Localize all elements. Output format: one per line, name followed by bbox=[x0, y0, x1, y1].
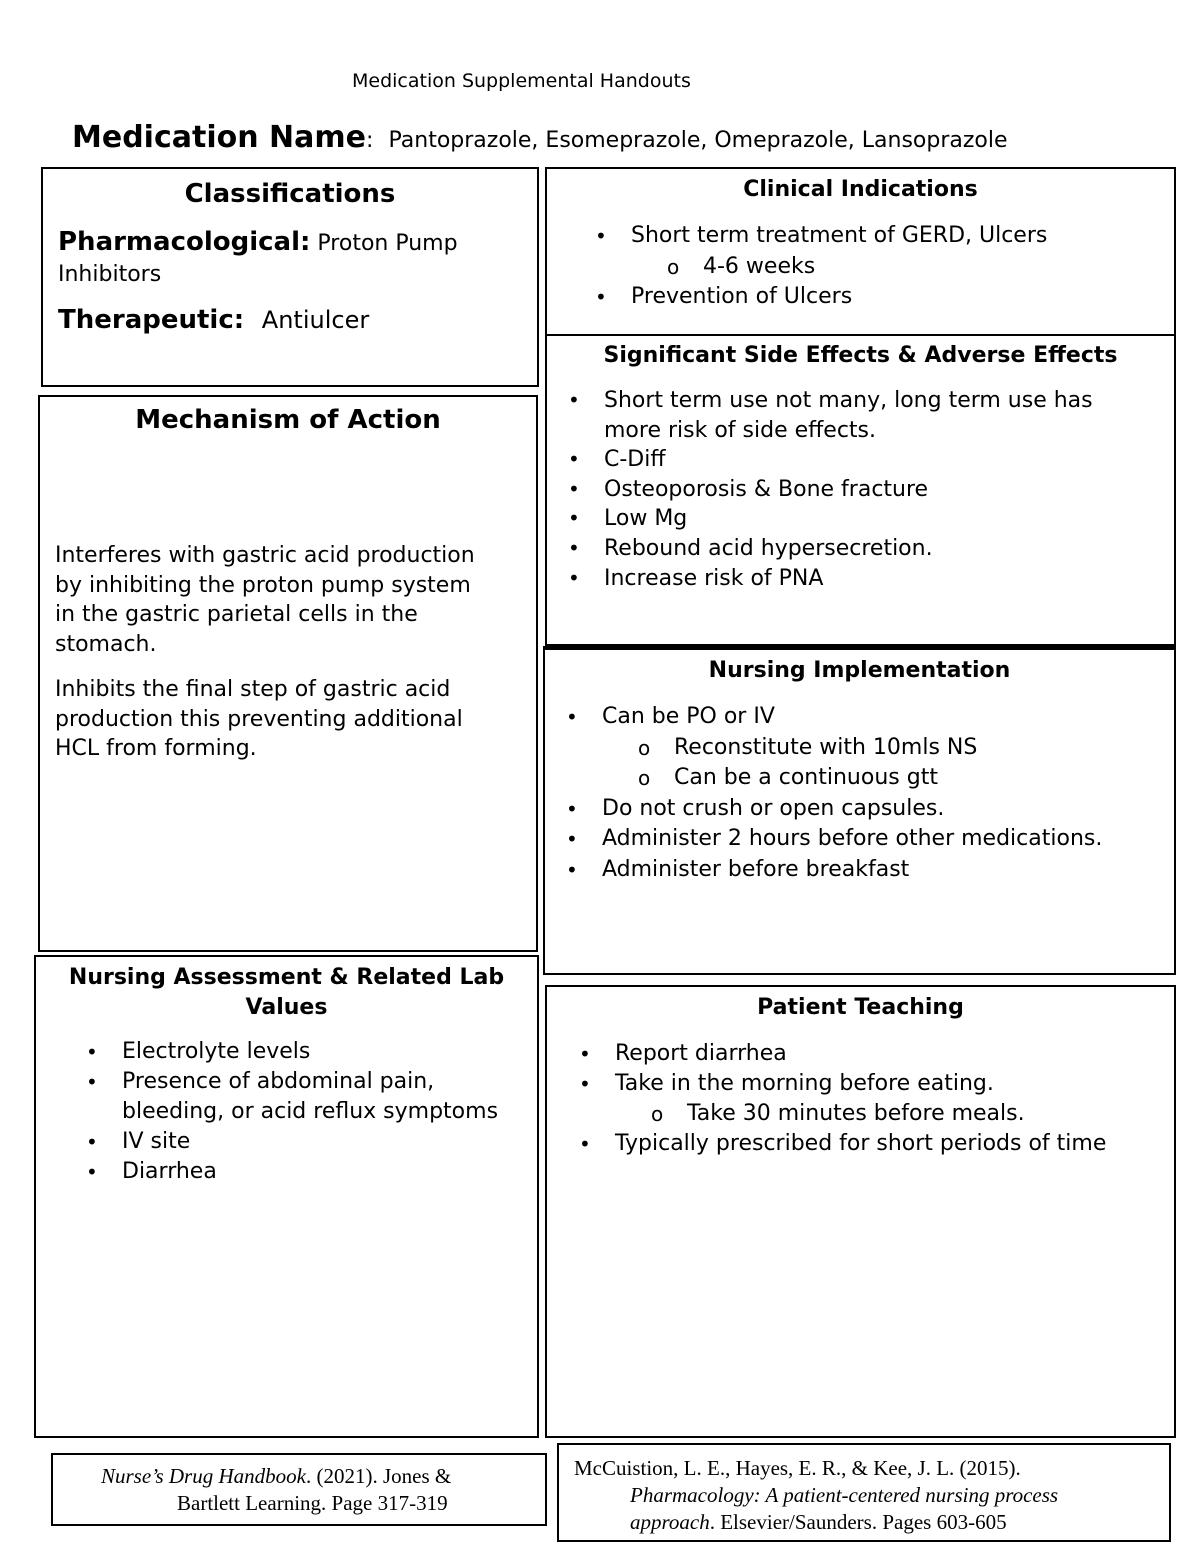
classifications-box bbox=[41, 167, 539, 387]
mechanism-text-line: by inhibiting the proton pump system bbox=[55, 572, 471, 598]
teaching-list bbox=[579, 1039, 1106, 1159]
reference-2-line bbox=[574, 1482, 1058, 1509]
reference-box-1 bbox=[51, 1453, 547, 1526]
mechanism-text-line: production this preventing additional bbox=[55, 706, 463, 732]
implementation-list bbox=[566, 702, 1102, 885]
list-item: • Do not crush or open capsules. bbox=[566, 794, 1102, 825]
assessment-title bbox=[36, 963, 537, 1023]
list-item: • Typically prescribed for short periods of time bbox=[579, 1129, 1106, 1159]
list-item: • Administer before breakfast bbox=[566, 855, 1102, 886]
assessment-list bbox=[86, 1037, 498, 1187]
indications-box bbox=[545, 167, 1176, 336]
medication-name-label: Medication Name bbox=[72, 120, 366, 155]
list-item: • Administer 2 hours before other medications. bbox=[566, 824, 1102, 855]
list-item: • Osteoporosis & Bone fracture bbox=[568, 475, 1093, 505]
medication-name-line bbox=[72, 120, 1008, 155]
assessment-box bbox=[34, 955, 539, 1438]
reference-2-line bbox=[574, 1509, 1058, 1536]
list-item: • Electrolyte levels bbox=[86, 1037, 498, 1067]
classifications-title: Classifications bbox=[184, 179, 396, 209]
mechanism-text-line: stomach. bbox=[55, 631, 157, 657]
list-item-continuation: bleeding, or acid reflux symptoms bbox=[122, 1099, 499, 1124]
side-effects-list bbox=[568, 386, 1093, 593]
list-item: • C-Diff bbox=[568, 445, 1093, 475]
reference-1-title: Nurse’s Drug Handbook bbox=[101, 1464, 306, 1488]
therapeutic-line bbox=[58, 305, 369, 335]
list-item: • Prevention of Ulcers bbox=[595, 282, 1047, 313]
reference-1-line: Bartlett Learning. Page 317-319 bbox=[177, 1491, 448, 1515]
list-item: • Presence of abdominal pain, bbox=[86, 1067, 498, 1097]
medication-names: Pantoprazole, Esomeprazole, Omeprazole, Lansoprazole bbox=[388, 128, 1008, 153]
mechanism-paragraph-2 bbox=[55, 675, 463, 764]
mechanism-text-line: in the gastric parietal cells in the bbox=[55, 602, 418, 628]
side-effects-box bbox=[545, 334, 1176, 646]
list-sub-item: o 4-6 weeks bbox=[595, 252, 1047, 283]
list-sub-item: o Can be a continuous gtt bbox=[566, 763, 1102, 794]
list-item-continuation: more risk of side effects. bbox=[604, 417, 877, 443]
reference-2-rest: . Elsevier/Saunders. Pages 603-605 bbox=[709, 1510, 1007, 1534]
indications-list bbox=[595, 221, 1047, 313]
teaching-title: Patient Teaching bbox=[757, 995, 964, 1020]
list-item: • Take in the morning before eating. bbox=[579, 1069, 1106, 1099]
list-item: • IV site bbox=[86, 1127, 498, 1157]
reference-box-2 bbox=[557, 1443, 1171, 1542]
reference-2 bbox=[574, 1455, 1058, 1536]
list-item: • Increase risk of PNA bbox=[568, 564, 1093, 594]
mechanism-text-line: Interferes with gastric acid production bbox=[55, 543, 475, 568]
mechanism-box bbox=[38, 395, 538, 952]
pharmacological-line bbox=[58, 227, 458, 290]
assessment-title-line: Nursing Assessment & Related Lab bbox=[68, 965, 505, 990]
document-title: Medication Supplemental Handouts bbox=[352, 70, 691, 92]
list-item: • Can be PO or IV bbox=[566, 702, 1102, 733]
indications-title: Clinical Indications bbox=[743, 177, 978, 202]
implementation-box bbox=[543, 646, 1176, 975]
list-item: • Diarrhea bbox=[86, 1157, 498, 1187]
implementation-title: Nursing Implementation bbox=[708, 658, 1011, 683]
reference-2-line: McCuistion, L. E., Hayes, E. R., & Kee, J. L. (2015). bbox=[574, 1456, 1021, 1480]
reference-1-line bbox=[101, 1463, 451, 1490]
medication-name-colon: : bbox=[365, 128, 374, 153]
list-item: • Report diarrhea bbox=[579, 1039, 1106, 1069]
list-sub-item: o Reconstitute with 10mls NS bbox=[566, 733, 1102, 764]
list-item: • Short term use not many, long term use has bbox=[568, 386, 1093, 416]
reference-2-title-cont: approach bbox=[630, 1510, 710, 1534]
reference-1 bbox=[101, 1463, 451, 1517]
pharmacological-value-cont: Inhibitors bbox=[58, 262, 162, 287]
assessment-title-line: Values bbox=[245, 995, 328, 1020]
mechanism-text-line: Inhibits the final step of gastric acid bbox=[55, 677, 451, 702]
therapeutic-label: Therapeutic: bbox=[58, 305, 245, 335]
therapeutic-value: Antiulcer bbox=[261, 306, 370, 334]
list-item: • Low Mg bbox=[568, 504, 1093, 534]
list-sub-item: o Take 30 minutes before meals. bbox=[579, 1099, 1106, 1129]
teaching-box bbox=[545, 985, 1176, 1438]
reference-2-title: Pharmacology: A patient-centered nursing process bbox=[630, 1483, 1059, 1507]
list-item: • Rebound acid hypersecretion. bbox=[568, 534, 1093, 564]
mechanism-text-line: HCL from forming. bbox=[55, 736, 257, 762]
pharmacological-label: Pharmacological: bbox=[58, 227, 311, 257]
list-item: • Short term treatment of GERD, Ulcers bbox=[595, 221, 1047, 252]
side-effects-title: Significant Side Effects & Adverse Effects bbox=[603, 343, 1118, 368]
mechanism-title: Mechanism of Action bbox=[135, 405, 441, 435]
reference-1-rest: . (2021). Jones & bbox=[305, 1464, 452, 1488]
pharmacological-value: Proton Pump bbox=[317, 231, 458, 256]
mechanism-paragraph-1 bbox=[55, 541, 475, 659]
